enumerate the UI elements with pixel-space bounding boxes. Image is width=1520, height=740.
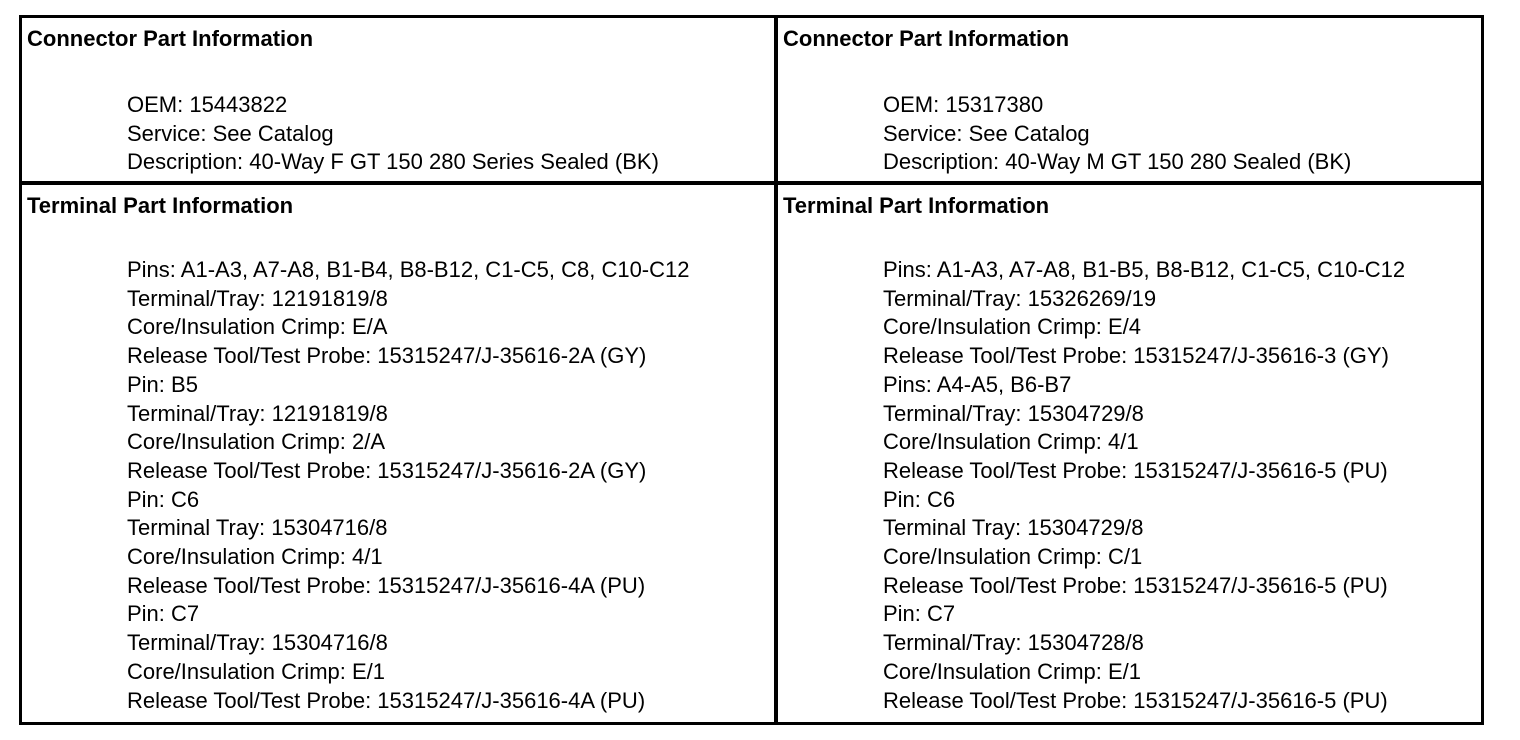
terminal-lines-right [883,256,1405,715]
info-line: Pin: B5 [127,371,198,397]
info-line: Pin: C6 [127,486,200,512]
connector-lines-right [883,91,1351,177]
info-line: Core/Insulation Crimp: 4/1 [883,429,1139,455]
info-line: Pin: C6 [883,486,956,512]
info-line: Core/Insulation Crimp: C/1 [883,544,1143,570]
info-line: Pin: C7 [127,601,200,627]
info-line: Description: 40-Way M GT 150 280 Sealed (BK) [883,149,1352,175]
info-line: Terminal Tray: 15304716/8 [127,515,388,541]
terminal-heading-right: Terminal Part Information [783,193,1050,218]
info-line: Release Tool/Test Probe: 15315247/J-35616-5 (PU) [883,572,1388,598]
info-line: Core/Insulation Crimp: 2/A [127,429,385,455]
info-line: Terminal/Tray: 15304729/8 [883,400,1144,426]
info-line: Terminal/Tray: 15304728/8 [883,630,1144,656]
connector-info-left [22,18,774,181]
connector-info-table [19,15,1484,725]
info-line: Pins: A1-A3, A7-A8, B1-B4, B8-B12, C1-C5, C8, C10-C12 [127,257,690,282]
info-line: Release Tool/Test Probe: 15315247/J-35616-4A (PU) [127,687,646,713]
info-line: Release Tool/Test Probe: 15315247/J-35616-5 (PU) [883,457,1388,483]
info-line: Service: See Catalog [127,120,334,146]
info-line: Core/Insulation Crimp: E/1 [127,658,385,684]
info-line: Core/Insulation Crimp: 4/1 [127,544,383,570]
connector-info-right [778,18,1481,181]
info-line: Terminal/Tray: 15304716/8 [127,630,388,656]
info-line: Pins: A1-A3, A7-A8, B1-B5, B8-B12, C1-C5, C10-C12 [883,257,1406,282]
terminal-info-left [22,185,774,722]
info-line: Release Tool/Test Probe: 15315247/J-35616-4A (PU) [127,572,646,598]
info-line: OEM: 15443822 [127,92,288,117]
terminal-heading-left: Terminal Part Information [27,193,294,218]
info-line: Release Tool/Test Probe: 15315247/J-35616-3 (GY) [883,343,1389,369]
info-line: Terminal Tray: 15304729/8 [883,515,1144,541]
info-line: Terminal/Tray: 12191819/8 [127,400,388,426]
info-line: Core/Insulation Crimp: E/4 [883,314,1141,340]
connector-lines-left [127,91,659,177]
info-line: Core/Insulation Crimp: E/1 [883,658,1141,684]
connector-heading-left: Connector Part Information [27,26,314,51]
info-line: Core/Insulation Crimp: E/A [127,314,388,340]
info-line: Service: See Catalog [883,120,1090,146]
terminal-info-right [778,185,1481,722]
info-line: Pin: C7 [883,601,956,627]
info-line: OEM: 15317380 [883,92,1044,117]
connector-heading-right: Connector Part Information [783,26,1070,51]
info-line: Terminal/Tray: 12191819/8 [127,285,388,311]
info-line: Pins: A4-A5, B6-B7 [883,371,1072,397]
info-line: Terminal/Tray: 15326269/19 [883,285,1157,311]
info-line: Description: 40-Way F GT 150 280 Series Sealed (BK) [127,149,659,175]
info-line: Release Tool/Test Probe: 15315247/J-35616-2A (GY) [127,343,647,369]
info-line: Release Tool/Test Probe: 15315247/J-35616-5 (PU) [883,687,1388,713]
info-line: Release Tool/Test Probe: 15315247/J-35616-2A (GY) [127,457,647,483]
terminal-lines-left [127,256,690,715]
